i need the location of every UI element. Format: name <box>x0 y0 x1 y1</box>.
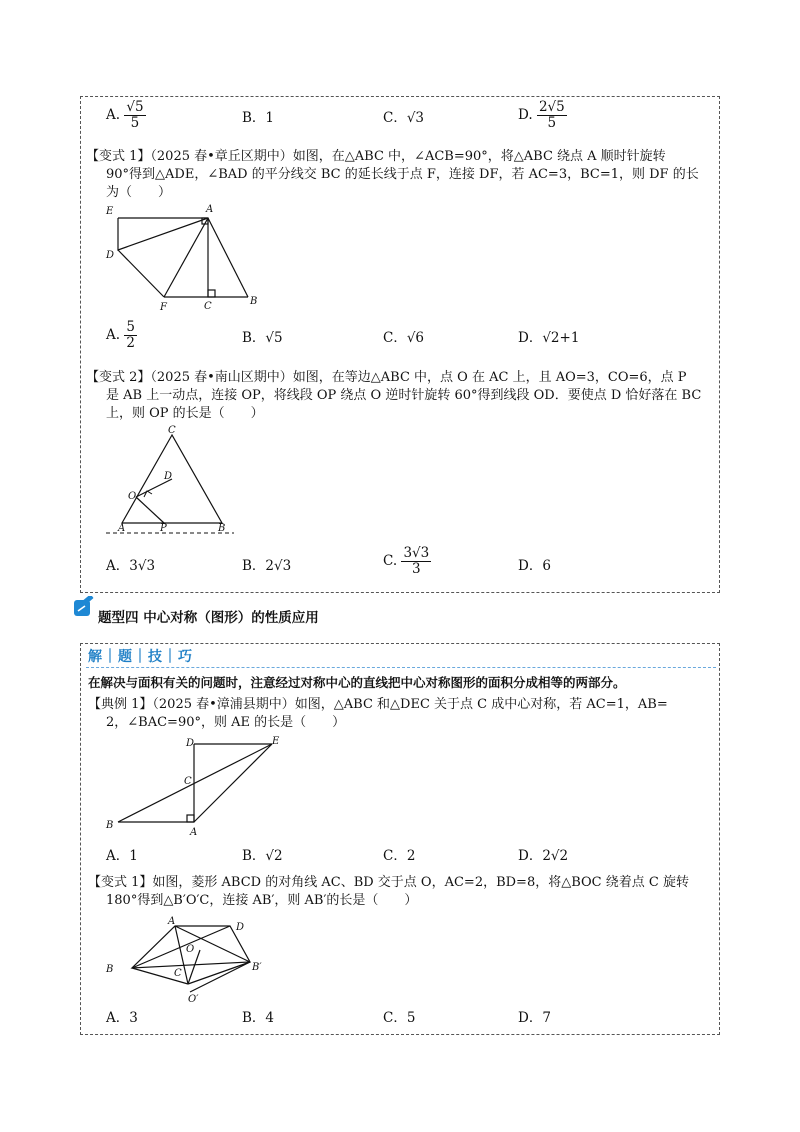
v1-figure <box>100 200 270 315</box>
v1-line3: 为（ ） <box>106 185 172 200</box>
v2-label-p: P <box>160 523 167 534</box>
v3-option-a: A．3 <box>106 1010 138 1026</box>
v2-line3: 上，则 OP 的长是（ ） <box>106 406 264 421</box>
v3-label-o2: O′ <box>188 994 199 1004</box>
v3-option-b: B．4 <box>242 1010 275 1026</box>
ex1-label-d: D <box>186 738 195 749</box>
tips-title: 解｜题｜技｜巧 <box>88 649 193 665</box>
v2-label-d: D <box>164 471 173 482</box>
v2-line2: 是 AB 上一动点，连接 OP，将线段 OP 绕点 O 逆时针旋转 60°得到线段 OD．要使点 D 恰好落在 BC <box>106 388 702 403</box>
ex1-line1: 【典例 1】（2025 春•漳浦县期中）如图，△ABC 和△DEC 关于点 C 成中心对称，若 AC=1，AB= <box>88 697 668 712</box>
ex1-label-c: C <box>184 776 192 787</box>
v3-option-c: C．5 <box>383 1010 416 1026</box>
v1-label-f: F <box>160 302 167 313</box>
v2-line1: 【变式 2】（2025 春•南山区期中）如图，在等边△ABC 中，点 O 在 AC 上，且 AO=3，CO=6，点 P <box>86 370 687 385</box>
ex1-option-a: A．1 <box>106 848 138 864</box>
v3-label-b: B <box>106 964 114 975</box>
v3-label-d: D <box>236 922 245 933</box>
ex1-option-c: C．2 <box>383 848 416 864</box>
tips-divider <box>86 667 716 668</box>
v3-label-o: O <box>186 944 195 955</box>
v2-label-a: A <box>118 523 126 534</box>
section-title: 题型四 中心对称（图形）的性质应用 <box>98 610 319 626</box>
edit-icon <box>72 596 96 618</box>
v3-line1: 【变式 1】如图，菱形 ABCD 的对角线 AC、BD 交于点 O，AC=2，BD=8，将△BOC 绕着点 C 旋转 <box>88 875 689 890</box>
v2-figure <box>100 425 240 540</box>
v1-label-b: B <box>250 296 258 307</box>
ex1-line2: 2，∠BAC=90°，则 AE 的长是（ ） <box>106 715 346 730</box>
v3-label-a: A <box>168 916 176 927</box>
v1-option-d: D．√2+1 <box>518 330 580 346</box>
v1-label-a: A <box>206 204 214 215</box>
v1-option-c: C．√6 <box>383 330 425 346</box>
option-b: B．1 <box>242 110 275 126</box>
v2-label-c: C <box>168 425 176 436</box>
ex1-figure <box>100 732 290 840</box>
v1-line1: 【变式 1】（2025 春•章丘区期中）如图，在△ABC 中，∠ACB=90°，将△ABC 绕点 A 顺时针旋转 <box>86 149 666 164</box>
ex1-option-b: B．√2 <box>242 848 283 864</box>
v2-option-a: A．3√3 <box>106 558 156 574</box>
option-a: A. $\frac{√5}{5}$ <box>106 99 144 131</box>
v1-option-a: A. $\frac{5}{2}$ <box>106 319 135 351</box>
v3-figure <box>100 912 275 1004</box>
v2-label-b: B <box>218 523 226 534</box>
option-c: C．√3 <box>383 110 425 126</box>
v1-label-c: C <box>204 301 212 312</box>
v2-label-o: O <box>128 491 137 502</box>
v1-line2: 90°得到△ADE，∠BAD 的平分线交 BC 的延长线于点 F，连接 DF，若 AC=3，BC=1，则 DF 的长 <box>106 167 699 182</box>
v3-line2: 180°得到△B′O′C，连接 AB′，则 AB′的长是（ ） <box>106 893 418 908</box>
v1-label-e: E <box>106 206 114 217</box>
tip-text: 在解决与面积有关的问题时，注意经过对称中心的直线把中心对称图形的面积分成相等的两部分。 <box>88 675 626 690</box>
v3-label-c: C <box>174 968 182 979</box>
v2-option-b: B．2√3 <box>242 558 292 574</box>
v1-label-d: D <box>106 250 115 261</box>
ex1-label-a: A <box>190 827 198 838</box>
option-d: D. $\frac{2√5}{5}$ <box>518 99 565 131</box>
v1-option-b: B．√5 <box>242 330 283 346</box>
v3-label-b2: B′ <box>252 962 262 973</box>
ex1-option-d: D．2√2 <box>518 848 569 864</box>
ex1-label-b: B <box>106 820 114 831</box>
v2-option-d: D．6 <box>518 558 551 574</box>
v2-option-c: C. $\frac{3√3}{3}$ <box>383 545 430 577</box>
ex1-label-e: E <box>272 736 280 747</box>
v3-option-d: D．7 <box>518 1010 551 1026</box>
